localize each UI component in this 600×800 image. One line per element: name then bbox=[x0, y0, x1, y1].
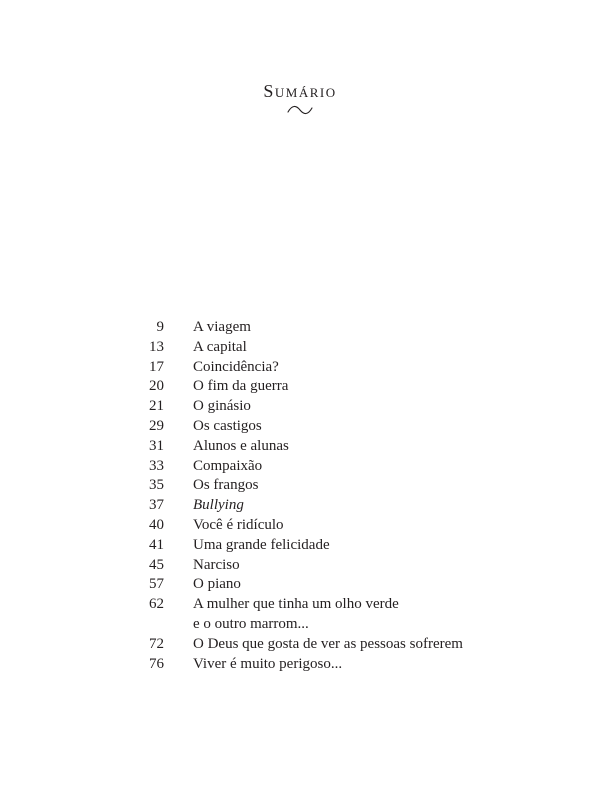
toc-entry bbox=[0, 536, 600, 556]
toc-entry bbox=[0, 318, 600, 338]
toc-page-number: 40 bbox=[149, 516, 164, 533]
toc-page-number: 17 bbox=[149, 358, 164, 375]
table-of-contents bbox=[0, 318, 600, 674]
toc-chapter-title: Coincidência? bbox=[193, 358, 279, 375]
toc-entry bbox=[0, 496, 600, 516]
toc-page-number: 72 bbox=[149, 635, 164, 652]
toc-chapter-title: O fim da guerra bbox=[193, 378, 289, 395]
toc-page-number: 35 bbox=[149, 477, 164, 494]
toc-page-number: 29 bbox=[149, 417, 164, 434]
toc-chapter-title: A capital bbox=[193, 338, 247, 355]
toc-chapter-title: Você é ridículo bbox=[193, 516, 284, 533]
toc-page-number: 41 bbox=[149, 536, 164, 553]
toc-chapter-title: O ginásio bbox=[193, 398, 251, 415]
toc-chapter-title: Narciso bbox=[193, 556, 240, 573]
toc-page-number: 13 bbox=[149, 338, 164, 355]
toc-page-number: 20 bbox=[149, 378, 164, 395]
toc-entry bbox=[0, 556, 600, 576]
toc-page-number: 76 bbox=[149, 655, 164, 672]
toc-entry bbox=[0, 437, 600, 457]
page-title: Sumário bbox=[263, 81, 337, 101]
toc-entry bbox=[0, 595, 600, 635]
toc-page-number: 45 bbox=[149, 556, 164, 573]
toc-page-number: 31 bbox=[149, 437, 164, 454]
toc-chapter-title: A mulher que tinha um olho verde e o outro marrom... bbox=[193, 596, 399, 632]
toc-chapter-title: Uma grande felicidade bbox=[193, 536, 330, 553]
toc-chapter-title: Alunos e alunas bbox=[193, 437, 289, 454]
toc-page-number: 21 bbox=[149, 398, 164, 415]
toc-entry bbox=[0, 417, 600, 437]
toc-chapter-title: Os castigos bbox=[193, 417, 262, 434]
toc-entry bbox=[0, 516, 600, 536]
toc-page-number: 57 bbox=[149, 576, 164, 593]
toc-page-number: 33 bbox=[149, 457, 164, 474]
toc-page-number: 9 bbox=[156, 319, 164, 335]
toc-entry bbox=[0, 457, 600, 477]
toc-chapter-title: Compaixão bbox=[193, 457, 263, 474]
tilde-swash-icon bbox=[286, 104, 314, 116]
toc-entry bbox=[0, 575, 600, 595]
toc-entry bbox=[0, 476, 600, 496]
toc-entry bbox=[0, 358, 600, 378]
toc-chapter-title: A viagem bbox=[193, 319, 251, 335]
toc-chapter-title: Os frangos bbox=[193, 477, 259, 494]
toc-entry bbox=[0, 377, 600, 397]
toc-entry bbox=[0, 655, 600, 675]
toc-chapter-title: Viver é muito perigoso... bbox=[193, 655, 343, 672]
toc-page-number: 62 bbox=[149, 596, 164, 613]
toc-chapter-title: O piano bbox=[193, 576, 241, 593]
toc-chapter-title: Bullying bbox=[193, 497, 244, 514]
toc-entry bbox=[0, 397, 600, 417]
toc-entry bbox=[0, 338, 600, 358]
toc-chapter-title: O Deus que gosta de ver as pessoas sofrerem bbox=[193, 635, 463, 652]
toc-page-number: 37 bbox=[149, 497, 164, 514]
toc-entry bbox=[0, 635, 600, 655]
